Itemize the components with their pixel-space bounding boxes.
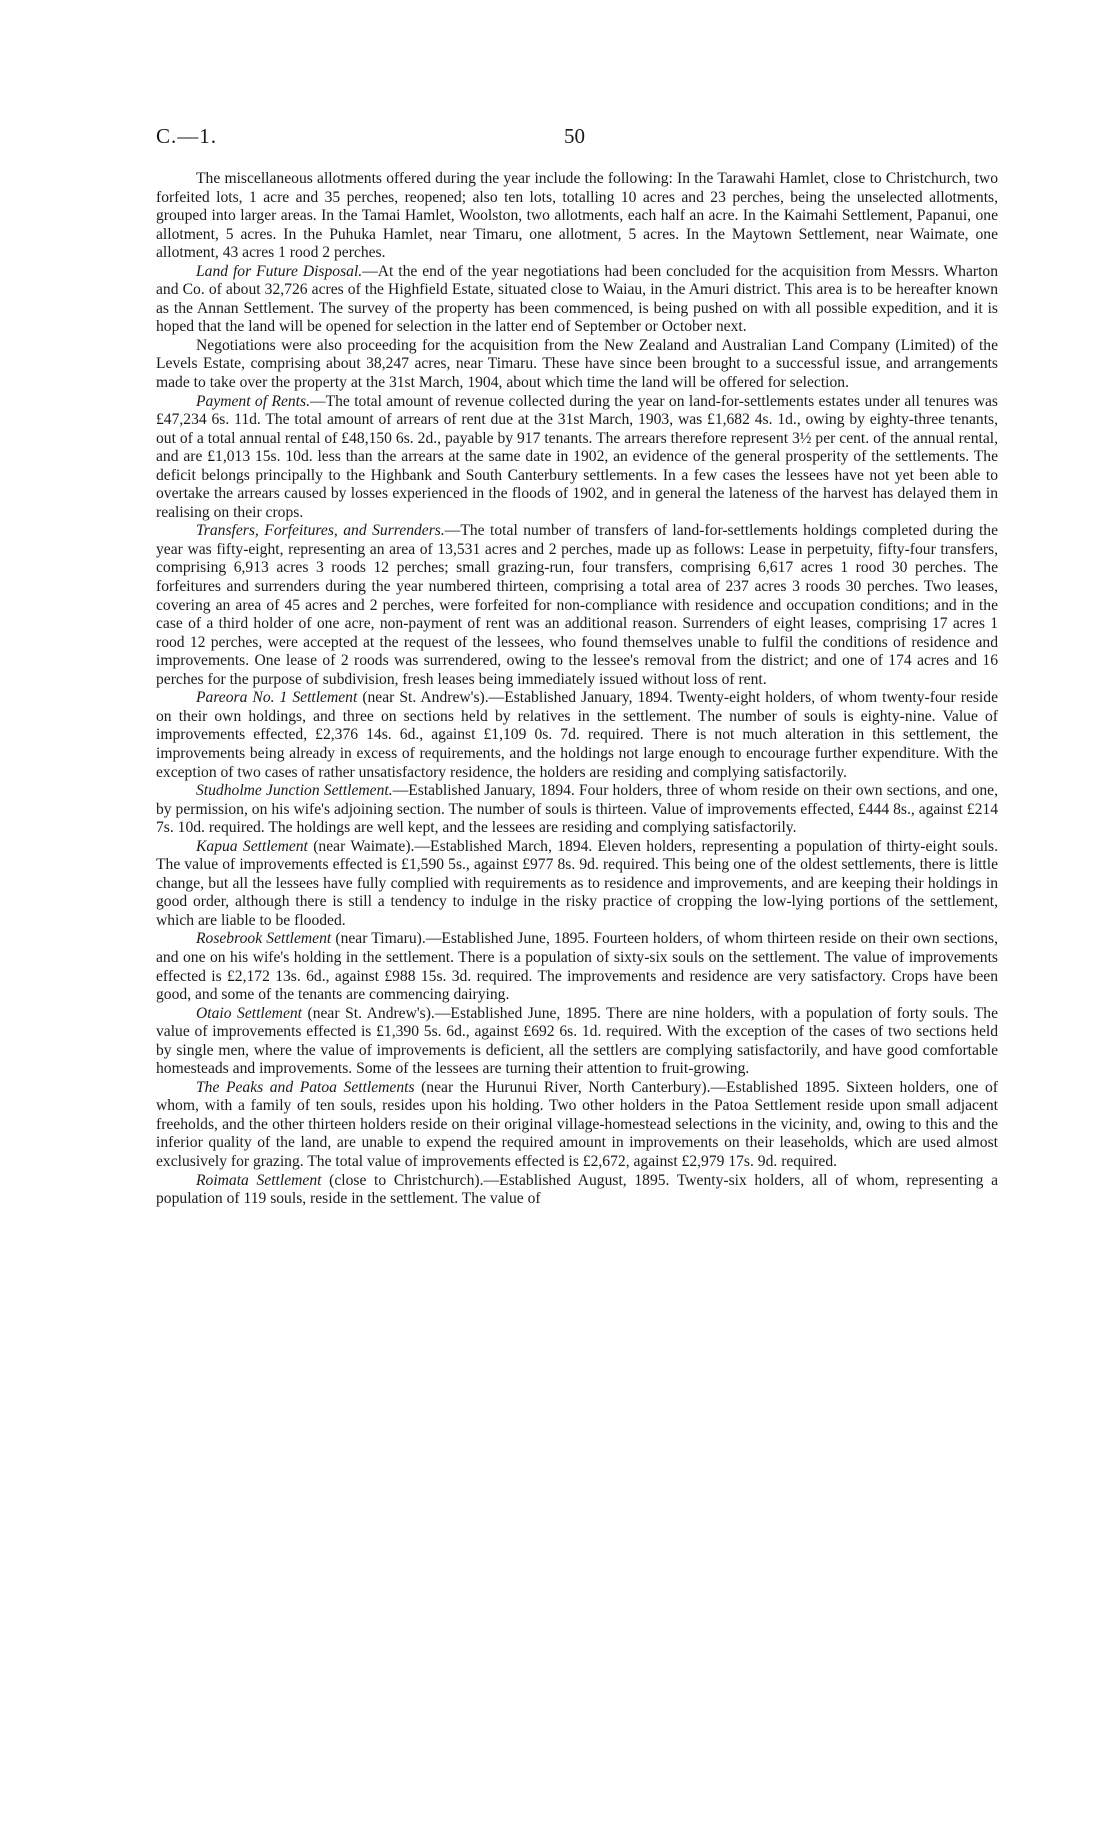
paragraph-heading: Roimata Settlement — [196, 1171, 322, 1189]
paragraph-text: The miscellaneous allotments offered during the year include the following: In the Tarawahi Hamlet, close to Christchurch, two forfeited lots, 1 acre and 35 perches, reopened; also ten lots, totalling 10 acres and 23 perches, being the unselected allotments, grouped into larger areas. In the Tamai Hamlet, Woolston, two allotments, each half an acre. In the Kaimahi Settlement, Papanui, one allotment, 5 acres. In the Puhuka Hamlet, near Timaru, one allotment, 5 acres. In the Maytown Settlement, near Waimate, one allotment, 43 acres 1 rood 2 perches. — [156, 170, 998, 262]
paragraph-text: (near Timaru).—Established June, 1895. Fourteen holders, of whom thirteen reside on their own sections, and one on his wife's holding in the settlement. There is a population of sixty-six souls on the settlement. The value of improvements effected is £2,172 13s. 6d., against £988 15s. 3d. required. The improvements and residence are very satisfactory. Crops have been good, and some of the tenants are commencing dairying. — [156, 930, 998, 1004]
paragraph-text: (near St. Andrew's).—Established June, 1895. There are nine holders, with a population of forty souls. The value of improvements effected is £1,390 5s. 6d., against £692 6s. 1d. required. With the exception of the cases of two sections held by single men, where the value of improvements is deficient, all the settlers are complying satisfactorily, and have good comfortable homesteads and improvements. Some of the lessees are turning their attention to fruit-growing. — [156, 1004, 998, 1078]
paragraph-levels-estate — [156, 337, 998, 393]
paragraph-studholme-settlement — [156, 782, 998, 838]
paragraph-heading: Payment of Rents. — [196, 392, 310, 410]
paragraph-heading: Studholme Junction Settlement. — [196, 782, 393, 800]
paragraph-text: (near the Hurunui River, North Canterbury).—Established 1895. Sixteen holders, one of whom, with a family of ten souls, resides upon his holding. Two other holders in the Patoa Settlement reside upon small adjacent freeholds, and the other thirteen holders reside on their original village-homestead selections in the vicinity, and, owing to this and the inferior quality of the land, are unable to expend the required amount in improvements on their leaseholds, which are used almost exclusively for grazing. The total value of improvements effected is £2,672, against £2,979 17s. 9d. required. — [156, 1078, 998, 1170]
paragraph-heading: Rosebrook Settlement — [196, 930, 332, 948]
paragraph-heading: Kapua Settlement — [196, 837, 308, 855]
paragraph-heading: Pareora No. 1 Settlement — [196, 689, 358, 707]
paragraph-payment-of-rents — [156, 393, 998, 523]
paragraph-text: —At the end of the year negotiations had been concluded for the acquisition from Messrs. Wharton and Co. of about 32,726 acres of the Highfield Estate, situated close to Waiau, in the Amuri district. This area is to be hereafter known as the Annan Settlement. The survey of the property has been commenced, is being pushed on with all possible expedition, and it is hoped that the land will be opened for selection in the latter end of September or October next. — [156, 262, 998, 336]
paragraph-roimata-settlement — [156, 1172, 998, 1209]
paragraph-transfers-forfeitures — [156, 522, 998, 689]
paragraph-text: (near Waimate).—Established March, 1894. Eleven holders, representing a population of thirty-eight souls. The value of improvements effected is £1,590 5s., against £977 8s. 9d. required. This being one of the oldest settlements, there is little change, but all the lessees have fully complied with requirements as to residence and improvements, and are keeping their holdings in good order, although there is still a tendency to indulge in the risky practice of cropping the low-lying portions of the settlement, which are liable to be flooded. — [156, 837, 998, 929]
paragraph-text: —The total number of transfers of land-for-settlements holdings completed during the year was fifty-eight, representing an area of 13,531 acres and 2 perches, made up as follows: Lease in perpetuity, fifty-four transfers, comprising 6,913 acres 3 roods 12 perches; small grazing-run, four transfers, comprising 6,617 acres 1 rood 30 perches. The forfeitures and surrenders during the year numbered thirteen, comprising a total area of 237 acres 3 roods 30 perches. Two leases, covering an area of 45 acres and 2 perches, were forfeited for non-compliance with residence and occupation conditions; and in the case of a third holder of one acre, non-payment of rent was an additional reason. Surrenders of eight leases, comprising 17 acres 1 rood 12 perches, were accepted at the request of the lessees, who found themselves unable to fulfil the conditions of residence and improvements. One lease of 2 roods was surrendered, owing to the lessee's removal from the district; and one of 174 acres and 16 perches for the purpose of subdivision, fresh leases being immediately issued without loss of rent. — [156, 522, 998, 688]
document-reference: C.—1. — [156, 124, 218, 148]
paragraph-heading: Transfers, Forfeitures, and Surrenders. — [196, 522, 445, 540]
paragraph-text: Negotiations were also proceeding for the acquisition from the New Zealand and Australian Land Company (Limited) of the Levels Estate, comprising about 38,247 acres, near Timaru. These have since been brought to a successful issue, and arrangements made to take over the property at the 31st March, 1904, about which time the land will be offered for selection. — [156, 336, 998, 392]
paragraph-land-for-future-disposal — [156, 263, 998, 337]
paragraph-text: (close to Christchurch).—Established August, 1895. Twenty-six holders, all of whom, representing a population of 119 souls, reside in the settlement. The value of — [156, 1171, 998, 1208]
paragraph-text: —Established January, 1894. Four holders, three of whom reside on their own sections, and one, by permission, on his wife's adjoining section. The number of souls is thirteen. Value of improvements effected, £444 8s., against £214 7s. 10d. required. The holdings are well kept, and the lessees are residing and complying satisfactorily. — [156, 782, 998, 837]
paragraph-pareora-settlement — [156, 689, 998, 782]
document-body — [156, 170, 998, 1209]
paragraph-otaio-settlement — [156, 1005, 998, 1079]
paragraph-miscellaneous-allotments — [156, 170, 998, 263]
page-number: 50 — [564, 124, 585, 148]
document-page — [156, 124, 998, 1209]
page-header — [156, 124, 998, 154]
paragraph-text: (near St. Andrew's).—Established January, 1894. Twenty-eight holders, of whom twenty-four reside on their own holdings, and three on sections held by relatives in the settlement. The number of souls is eighty-nine. Value of improvements effected, £2,376 14s. 6d., against £1,109 0s. 7d. required. There is not much alteration in this settlement, the improvements being already in excess of requirements, and the holdings not large enough to encourage further expenditure. With the exception of two cases of rather unsatisfactory residence, the holders are residing and complying satisfactorily. — [156, 689, 998, 781]
paragraph-rosebrook-settlement — [156, 930, 998, 1004]
paragraph-kapua-settlement — [156, 838, 998, 931]
paragraph-heading: Land for Future Disposal. — [196, 262, 363, 280]
paragraph-peaks-patoa-settlements — [156, 1079, 998, 1172]
paragraph-heading: Otaio Settlement — [196, 1004, 302, 1022]
paragraph-heading: The Peaks and Patoa Settlements — [196, 1078, 415, 1096]
paragraph-text: —The total amount of revenue collected during the year on land-for-settlements estates under all tenures was £47,234 6s. 11d. The total amount of arrears of rent due at the 31st March, 1903, was £1,682 4s. 1d., owing by eighty-three tenants, out of a total annual rental of £48,150 6s. 2d., payable by 917 tenants. The arrears therefore represent 3½ per cent. of the annual rental, and are £1,013 15s. 10d. less than the arrears at the same date in 1902, an evidence of the general prosperity of the settlements. The deficit belongs principally to the Highbank and South Canterbury settlements. In a few cases the lessees have not yet been able to overtake the arrears caused by losses experienced in the floods of 1902, and in general the lateness of the harvest has delayed them in realising on their crops. — [156, 392, 998, 521]
